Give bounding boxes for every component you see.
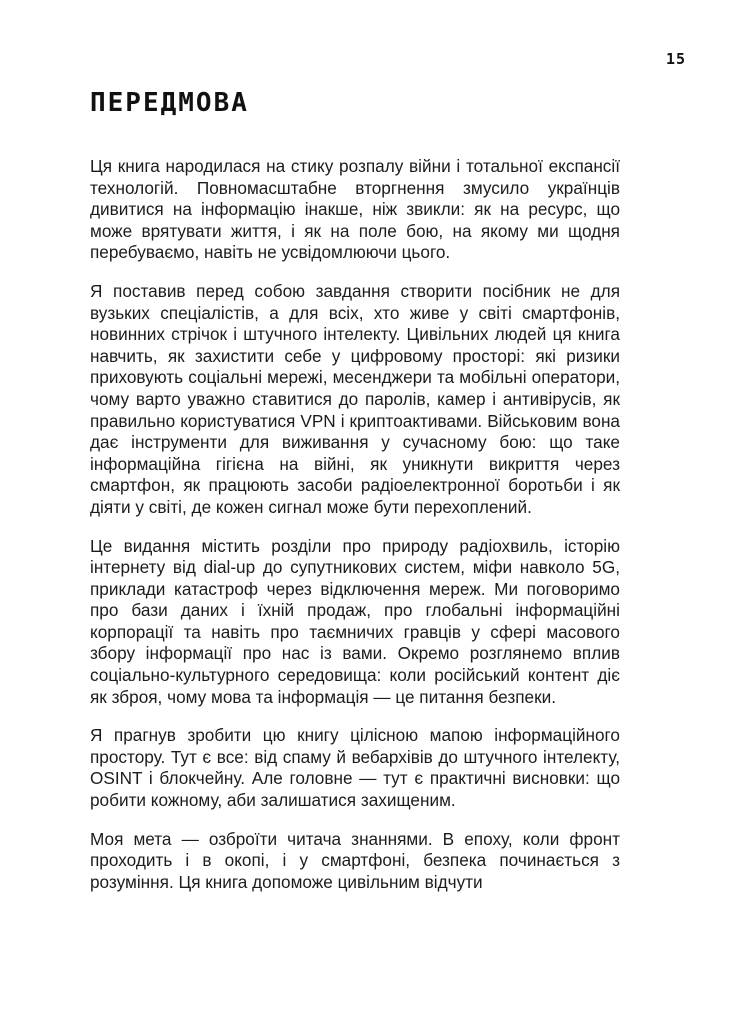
paragraph-4: Я прагнув зробити цю книгу цілісною мапою інформаційного простору. Тут є все: від спаму й вебархівів до штучного інтелекту, OSINT і блокчейну. Але головне — тут є практичні висновки: що робити кожному, аби залишатися захищеним. xyxy=(90,725,620,811)
paragraph-5: Моя мета — озброїти читача знаннями. В епоху, коли фронт проходить і в окопі, і у смартфоні, безпека починається з розуміння. Ця книга допоможе цивільним відчути xyxy=(90,828,620,892)
paragraph-3: Це видання містить розділи про природу радіохвиль, історію інтернету від dial-up до супутникових систем, міфи навколо 5G, приклади катастроф через відключення мереж. Ми поговоримо про бази даних і їхній продаж, про глобальні інформаційні корпорації та навіть про таємничих гравців у сфері масового збору інформації про нас із вами. Окремо розглянемо вплив соціально-культурного середовища: коли російський контент діє як зброя, чому мова та інформація — це питання безпеки. xyxy=(90,535,620,707)
paragraph-1: Ця книга народилася на стику розпалу війни і тотальної експансії технологій. Повномасштабне вторгнення змусило українців дивитися на інформацію інакше, ніж звикли: як на ресурс, що може врятувати життя, і як на поле бою, на якому ми щодня перебуваємо, навіть не усвідомлюючи цього. xyxy=(90,156,620,263)
chapter-title: ПЕРЕДМОВА xyxy=(90,88,249,118)
page-number: 15 xyxy=(665,50,686,68)
paragraph-2: Я поставив перед собою завдання створити посібник не для вузьких спеціалістів, а для всіх, хто живе у світі смартфонів, новинних стрічок і штучного інтелекту. Цивільних людей ця книга навчить, як захистити себе у цифровому просторі: які ризики приховують соціальні мережі, месенджери та мобільні оператори, чому варто уважно ставитися до паролів, камер і антивірусів, як правильно користуватися VPN і криптоактивами. Військовим вона дає інструменти для виживання у сучасному бою: що таке інформаційна гігієна на війні, як уникнути викриття через смартфон, як працюють засоби радіоелектронної боротьби і як діяти у світі, де кожен сигнал може бути перехоплений. xyxy=(90,280,620,517)
body-text xyxy=(90,156,620,910)
